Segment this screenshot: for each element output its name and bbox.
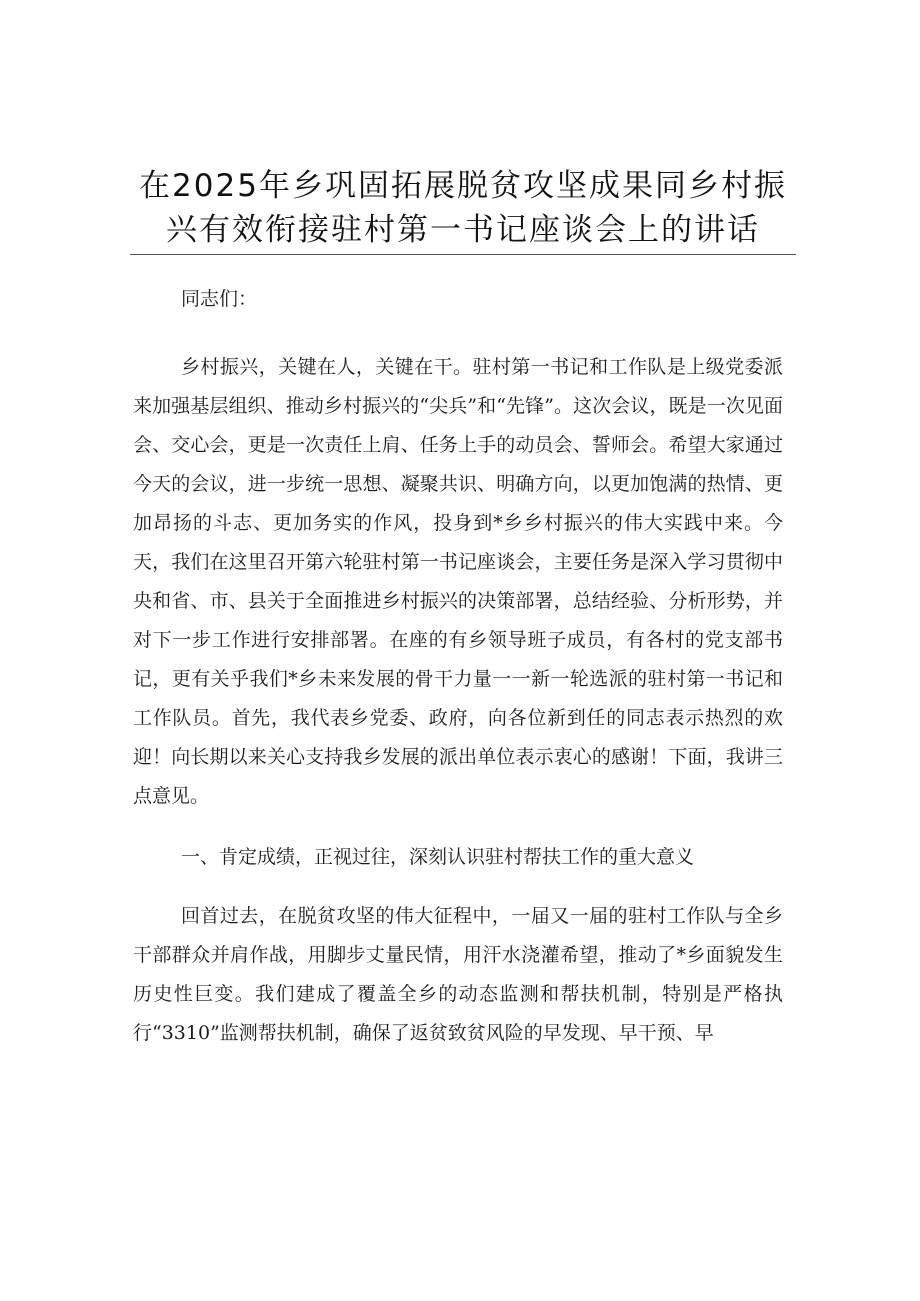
section-heading-1: 一、肯定成绩，正视过往，深刻认识驻村帮扶工作的重大意义 [181, 846, 695, 868]
document-body [133, 284, 783, 1053]
title-line-2: 兴有效衔接驻村第一书记座谈会上的讲话 [166, 212, 760, 248]
salutation: 同志们： [181, 288, 258, 310]
document-title [130, 164, 796, 252]
title-divider [130, 254, 796, 255]
paragraph-intro: 乡村振兴，关键在人，关键在干。驻村第一书记和工作队是上级党委派来加强基层组织、推动乡村振兴的“尖兵”和“先锋”。这次会议，既是一次见面会、交心会，更是一次责任上肩、任务上手的动员会、誓师会。希望大家通过今天的会议，进一步统一思想、凝聚共识、明确方向，以更加饱满的热情、更加昂扬的斗志、更加务实的作风，投身到*乡乡村振兴的伟大实践中来。今天，我们在这里召开第六轮驻村第一书记座谈会，主要任务是深入学习贯彻中央和省、市、县关于全面推进乡村振兴的决策部署，总结经验、分析形势，并对下一步工作进行安排部署。在座的有乡领导班子成员，有各村的党支部书记，更有关乎我们*乡未来发展的骨干力量一一新一轮选派的驻村第一书记和工作队员。首先，我代表乡党委、政府，向各位新到任的同志表示热烈的欢迎！向长期以来关心支持我乡发展的派出单位表示衷心的感谢！下面，我讲三点意见。 [133, 356, 783, 807]
paragraph-review: 回首过去，在脱贫攻坚的伟大征程中，一届又一届的驻村工作队与全乡干部群众并肩作战，用脚步丈量民情，用汗水浇灌希望，推动了*乡面貌发生历史性巨变。我们建成了覆盖全乡的动态监测和帮扶机制，特别是严格执行“3310”监测帮扶机制，确保了返贫致贫风险的早发现、早干预、早 [133, 905, 783, 1044]
title-line-1: 在2025年乡巩固拓展脱贫攻坚成果同乡村振 [139, 168, 787, 204]
